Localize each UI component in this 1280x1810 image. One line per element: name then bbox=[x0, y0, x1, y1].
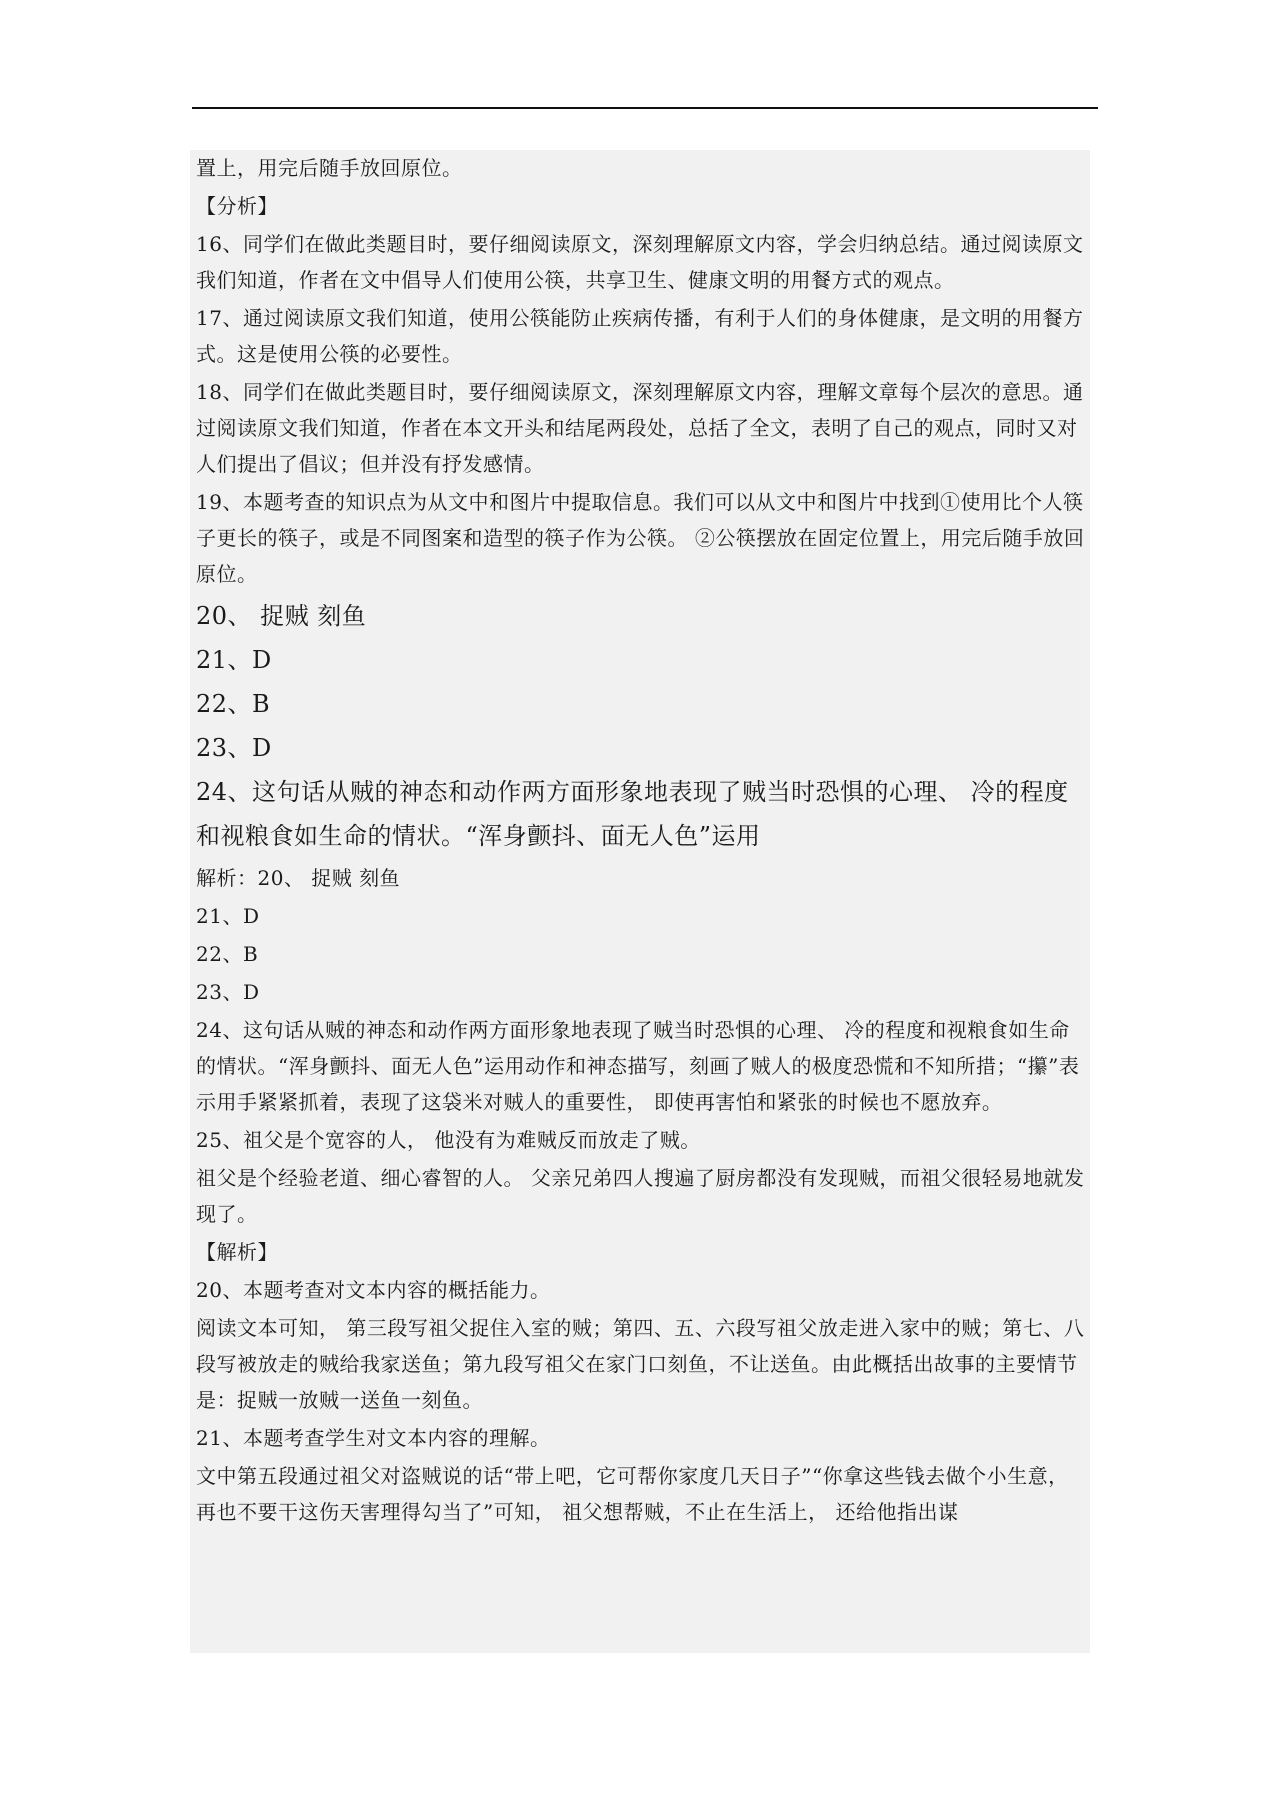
paragraph: 阅读文本可知， 第三段写祖父捉住入室的贼；第四、五、六段写祖父放走进入家中的贼；第七、八段写被放走的贼给我家送鱼；第九段写祖父在家门口刻鱼，不让送鱼。由此概括出故事的主要情节是：捉贼一放贼一送鱼一刻鱼。 bbox=[196, 1316, 1085, 1412]
answer-line: 21、D bbox=[196, 646, 272, 674]
section-heading-analysis: 【分析】 bbox=[196, 194, 278, 218]
paragraph: 祖父是个经验老道、细心睿智的人。 父亲兄弟四人搜遍了厨房都没有发现贼，而祖父很轻易地就发现了。 bbox=[196, 1166, 1085, 1226]
paragraph: 置上，用完后随手放回原位。 bbox=[196, 156, 463, 180]
paragraph: 21、本题考查学生对文本内容的理解。 bbox=[196, 1426, 551, 1450]
answer-line: 23、D bbox=[196, 734, 272, 762]
header-rule bbox=[192, 107, 1098, 109]
paragraph: 17、通过阅读原文我们知道，使用公筷能防止疾病传播，有利于人们的身体健康，是文明的用餐方式。这是使用公筷的必要性。 bbox=[196, 306, 1084, 366]
paragraph: 25、祖父是个宽容的人， 他没有为难贼反而放走了贼。 bbox=[196, 1128, 701, 1152]
paragraph: 文中第五段通过祖父对盗贼说的话“带上吧，它可帮你家度几天日子”“你拿这些钱去做个小生意， 再也不要干这伤天害理得勾当了”可知， 祖父想帮贼，不止在生活上， 还给他指出谋 bbox=[196, 1464, 1069, 1524]
paragraph: 20、本题考查对文本内容的概括能力。 bbox=[196, 1278, 551, 1302]
section-heading-explanation: 【解析】 bbox=[196, 1240, 278, 1264]
paragraph: 19、本题考查的知识点为从文中和图片中提取信息。我们可以从文中和图片中找到①使用比个人筷子更长的筷子，或是不同图案和造型的筷子作为公筷。 ②公筷摆放在固定位置上，用完后随手放回原位。 bbox=[196, 490, 1085, 586]
document-body bbox=[190, 150, 1090, 1653]
answer-line: 24、这句话从贼的神态和动作两方面形象地表现了贼当时恐惧的心理、 冷的程度和视粮食如生命的情状。“浑身颤抖、面无人色”运用 bbox=[196, 778, 1069, 850]
explanation-line: 21、D bbox=[196, 904, 260, 928]
paragraph: 24、这句话从贼的神态和动作两方面形象地表现了贼当时恐惧的心理、 冷的程度和视粮食如生命的情状。“浑身颤抖、面无人色”运用动作和神态描写，刻画了贼人的极度恐慌和不知所措；“攥”表示用手紧紧抓着，表现了这袋米对贼人的重要性， 即使再害怕和紧张的时候也不愿放弃。 bbox=[196, 1018, 1080, 1114]
explanation-line: 解析：20、 捉贼 刻鱼 bbox=[196, 866, 401, 890]
answer-line: 22、B bbox=[196, 690, 271, 718]
explanation-line: 22、B bbox=[196, 942, 259, 966]
paragraph: 16、同学们在做此类题目时，要仔细阅读原文，深刻理解原文内容，学会归纳总结。通过阅读原文我们知道，作者在文中倡导人们使用公筷，共享卫生、健康文明的用餐方式的观点。 bbox=[196, 232, 1084, 292]
answer-line: 20、 捉贼 刻鱼 bbox=[196, 602, 367, 630]
paragraph: 18、同学们在做此类题目时，要仔细阅读原文，深刻理解原文内容，理解文章每个层次的意思。通过阅读原文我们知道，作者在本文开头和结尾两段处，总括了全文，表明了自己的观点，同时又对人们提出了倡议；但并没有抒发感情。 bbox=[196, 380, 1084, 476]
explanation-line: 23、D bbox=[196, 980, 260, 1004]
